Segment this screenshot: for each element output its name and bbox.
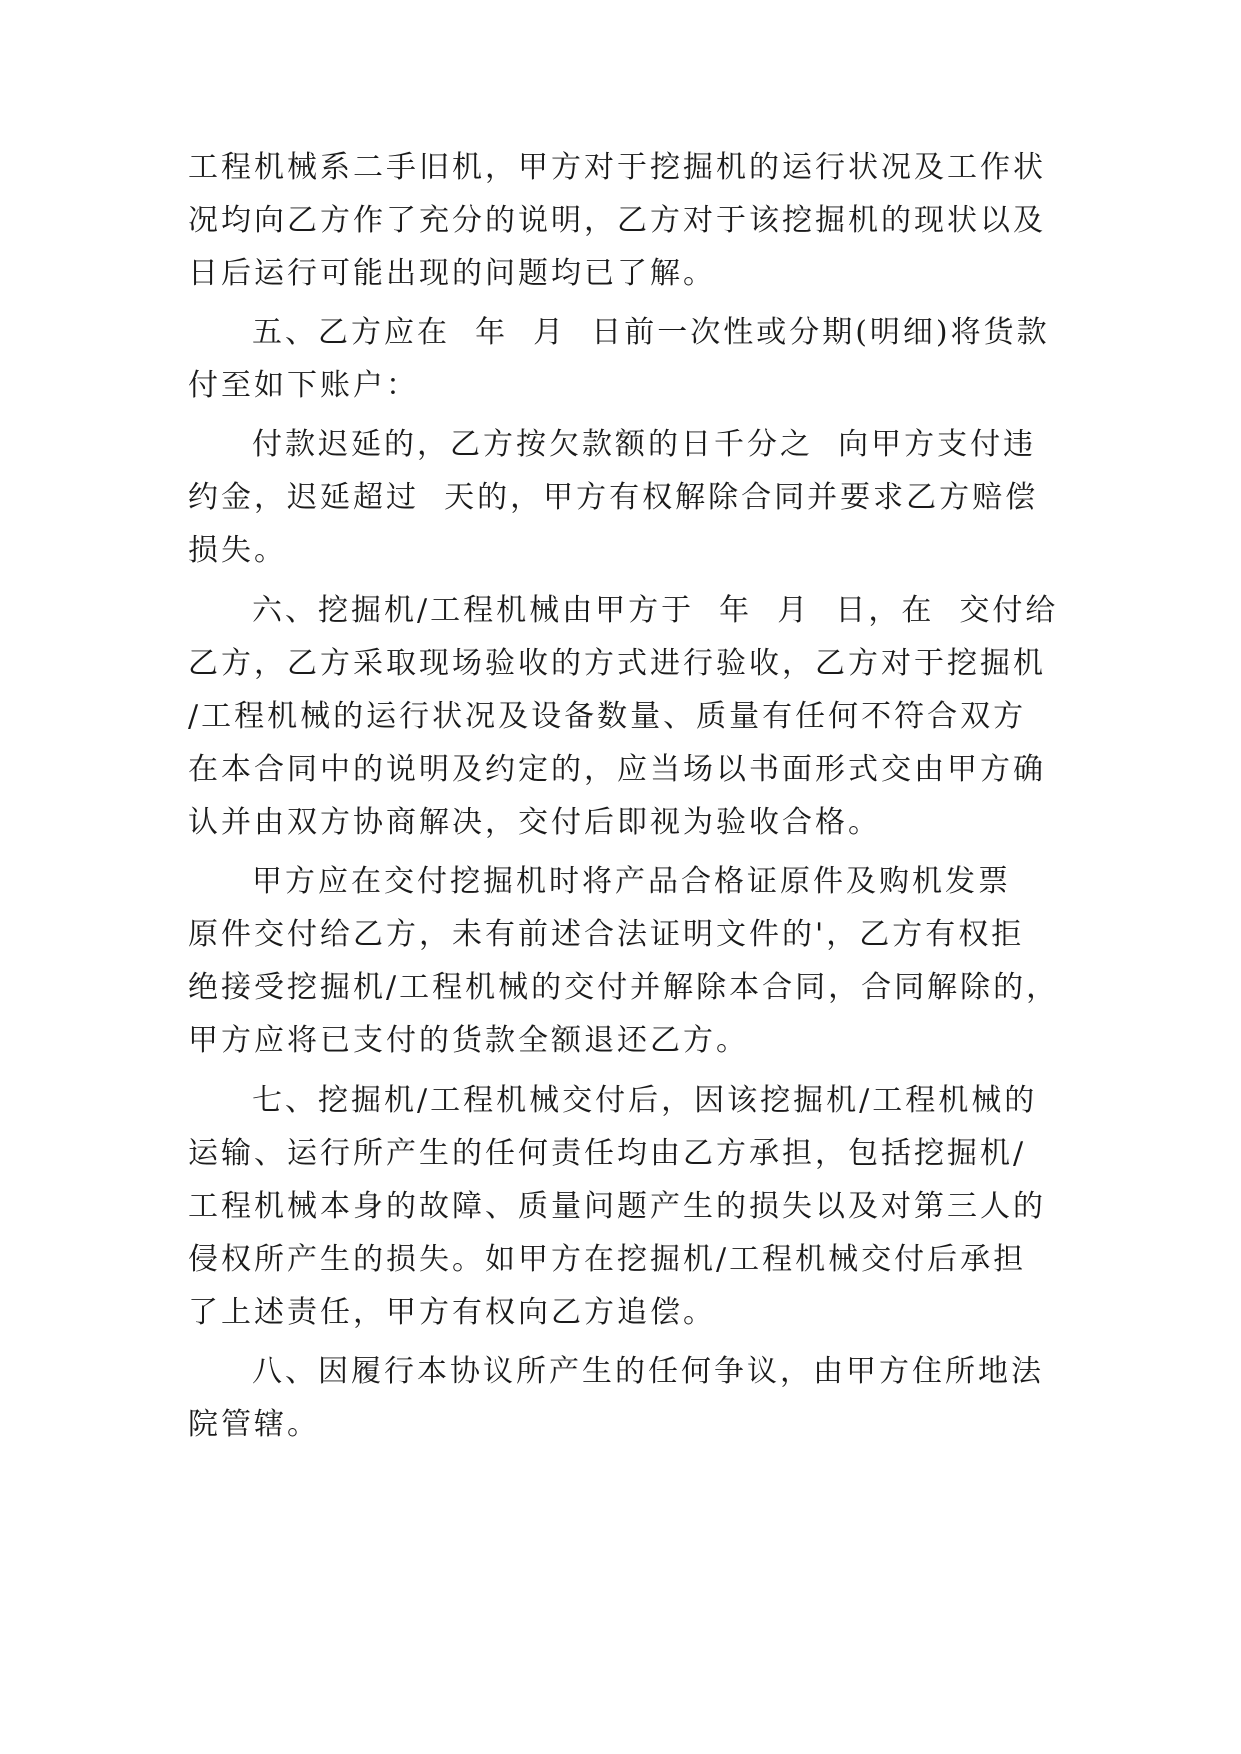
text-line-22: 了上述责任，甲方有权向乙方追偿。 — [188, 1295, 716, 1330]
text-line-11: /工程机械的运行状况及设备数量、质量有任何不符合双方 — [188, 699, 1027, 734]
text-line-17: 甲方应将已支付的货款全额退还乙方。 — [188, 1023, 749, 1058]
text-line-9: 六、挖掘机/工程机械由甲方于 年 月 日，在 交付给 — [252, 593, 1059, 628]
text-line-19: 运输、运行所产生的任何责任均由乙方承担，包括挖掘机/ — [188, 1136, 1027, 1171]
text-line-20: 工程机械本身的故障、质量问题产生的损失以及对第三人的 — [188, 1189, 1046, 1224]
text-line-23: 八、因履行本协议所产生的任何争议，由甲方住所地法 — [252, 1354, 1044, 1389]
text-line-4: 五、乙方应在 年 月 日前一次性或分期(明细)将货款 — [252, 315, 1050, 350]
text-line-5: 付至如下账户： — [188, 368, 419, 403]
text-line-21: 侵权所产生的损失。如甲方在挖掘机/工程机械交付后承担 — [188, 1242, 1027, 1277]
text-line-6: 付款迟延的，乙方按欠款额的日千分之 向甲方支付违 — [252, 427, 1037, 462]
text-line-8: 损失。 — [188, 533, 287, 568]
text-line-16: 绝接受挖掘机/工程机械的交付并解除本合同，合同解除的， — [188, 970, 1060, 1005]
text-line-3: 日后运行可能出现的问题均已了解。 — [188, 256, 716, 291]
text-line-12: 在本合同中的说明及约定的，应当场以书面形式交由甲方确 — [188, 752, 1046, 787]
text-line-2: 况均向乙方作了充分的说明，乙方对于该挖掘机的现状以及 — [188, 203, 1046, 238]
text-line-14: 甲方应在交付挖掘机时将产品合格证原件及购机发票 — [252, 864, 1011, 899]
text-line-24: 院管辖。 — [188, 1407, 320, 1442]
text-line-18: 七、挖掘机/工程机械交付后，因该挖掘机/工程机械的 — [252, 1083, 1038, 1118]
text-line-15: 原件交付给乙方，未有前述合法证明文件的'，乙方有权拒 — [188, 917, 1025, 952]
text-line-1: 工程机械系二手旧机，甲方对于挖掘机的运行状况及工作状 — [188, 150, 1046, 185]
text-line-13: 认并由双方协商解决，交付后即视为验收合格。 — [188, 805, 881, 840]
text-line-10: 乙方，乙方采取现场验收的方式进行验收，乙方对于挖掘机 — [188, 646, 1046, 681]
text-line-7: 约金，迟延超过 天的，甲方有权解除合同并要求乙方赔偿 — [188, 480, 1039, 515]
